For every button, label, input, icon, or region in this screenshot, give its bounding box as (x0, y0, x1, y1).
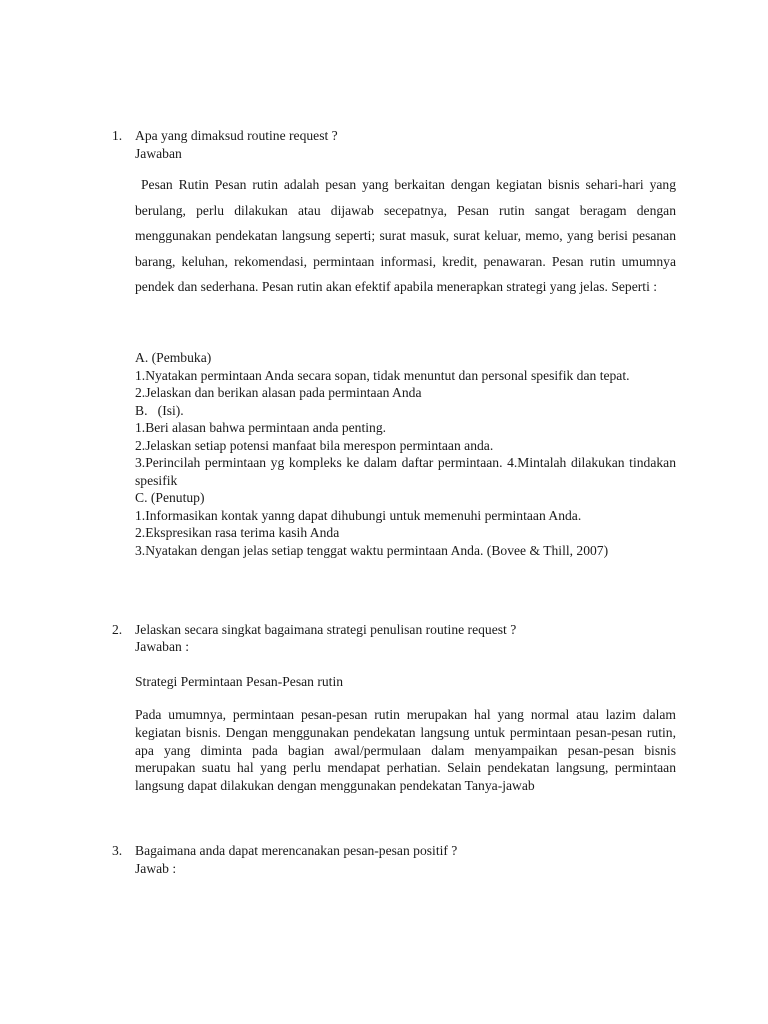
section-c-item-3: 3.Nyatakan dengan jelas setiap tenggat waktu permintaan Anda. (Bovee & Thill, 2007) (135, 542, 609, 558)
question-3-text: Bagaimana anda dapat merencanakan pesan-pesan positif ? (135, 843, 458, 858)
question-1-number: 1. (112, 128, 123, 143)
question-2-answer-label: Jawaban : (135, 639, 189, 654)
question-2-text: Jelaskan secara singkat bagaimana strategi penulisan routine request ? (135, 622, 517, 637)
question-1-answer-paragraph: Pesan Rutin Pesan rutin adalah pesan yang berkaitan dengan kegiatan bisnis sehari-hari yang berulang, perlu dilakukan atau dijawab secepatnya, Pesan rutin sangat beragam dengan menggunakan pendekatan langsung seperti; surat masuk, surat keluar, memo, yang berisi pesanan barang, keluhan, rekomendasi, permintaan informasi, kredit, penawaran. Pesan rutin umumnya pendek dan sederhana. Pesan rutin akan efektif apabila menerapkan strategi yang jelas. Seperti : (135, 177, 676, 294)
section-c-item-2: 2.Ekspresikan rasa terima kasih Anda (135, 525, 340, 540)
section-b-item-2: 2.Jelaskan setiap potensi manfaat bila merespon permintaan anda. (135, 437, 494, 453)
question-3-answer-label: Jawab : (135, 861, 177, 876)
question-1-answer-label: Jawaban (135, 146, 182, 161)
section-c-item-1: 1.Informasikan kontak yanng dapat dihubungi untuk memenuhi permintaan Anda. (135, 507, 582, 523)
question-2-subtitle: Strategi Permintaan Pesan-Pesan rutin (135, 674, 344, 689)
section-b-item-1: 1.Beri alasan bahwa permintaan anda penting. (135, 420, 387, 435)
question-2-answer-paragraph: Pada umumnya, permintaan pesan-pesan rutin merupakan hal yang normal atau lazim dalam kegiatan bisnis. Dengan menggunakan pendekatan langsung untuk permintaan pesan-pesan rutin, apa yang diminta pada bagian awal/permulaan dalam menyampaikan pesan-pesan bisnis merupakan suatu hal yang perlu mendapat perhatian. Selain pendekatan langsung, permintaan langsung dapat dilakukan dengan menggunakan pendekatan Tanya-jawab (135, 707, 676, 794)
section-a-heading: A. (Pembuka) (135, 350, 212, 365)
question-1-text: Apa yang dimaksud routine request ? (135, 128, 338, 143)
question-1-sections (135, 349, 676, 559)
section-b-item-3: 3.Perincilah permintaan yg kompleks ke dalam daftar permintaan. 4.Mintalah dilakukan tindakan spesifik (135, 455, 676, 488)
question-2-number: 2. (112, 622, 123, 637)
section-c-heading: C. (Penutup) (135, 490, 205, 505)
section-a-item-1: 1.Nyatakan permintaan Anda secara sopan, tidak menuntut dan personal spesifik dan tepat. (135, 367, 630, 383)
question-3-number: 3. (112, 843, 123, 858)
section-a-item-2: 2.Jelaskan dan berikan alasan pada permintaan Anda (135, 385, 422, 400)
section-b-heading: B. (Isi). (135, 402, 184, 418)
